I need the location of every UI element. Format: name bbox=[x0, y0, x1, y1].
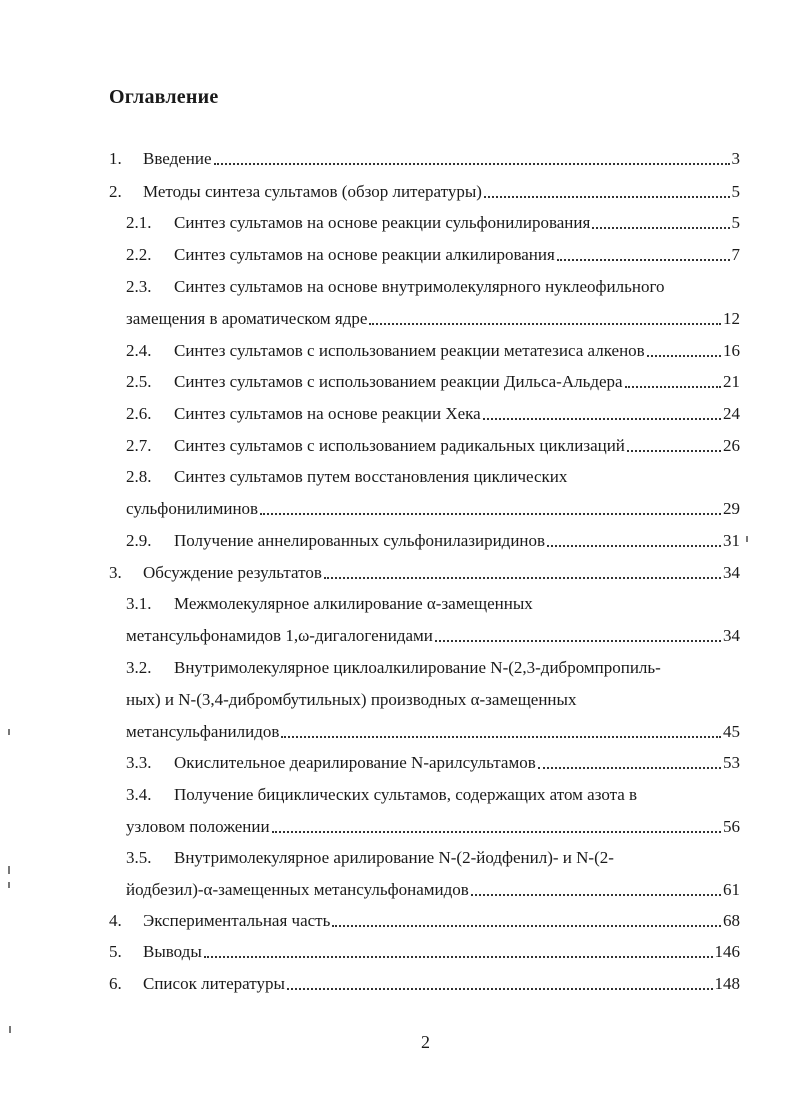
toc-entry-continuation bbox=[126, 690, 740, 710]
toc-entry-number: 3.3. bbox=[126, 753, 152, 772]
toc-entry-text: ных) и N-(3,4-дибромбутильных) производных α-замещенных bbox=[126, 690, 577, 709]
dot-leader bbox=[547, 545, 721, 547]
toc-entry-number: 2.4. bbox=[126, 341, 152, 360]
toc-entry-text: Синтез сультамов на основе реакции сульфонилирования bbox=[174, 213, 591, 232]
toc-entry bbox=[126, 404, 740, 424]
toc-entry-number: 2.1. bbox=[126, 213, 152, 232]
toc-entry-page: 26 bbox=[723, 436, 740, 455]
toc-entry-page: 45 bbox=[723, 722, 740, 741]
scan-speck bbox=[746, 536, 748, 542]
toc-entry-text: метансульфонамидов 1,ω-дигалогенидами bbox=[126, 626, 433, 645]
toc-entry-text: Получение аннелированных сульфонилазиридинов bbox=[174, 531, 546, 550]
toc-entry-text: Экспериментальная часть bbox=[143, 911, 331, 930]
dot-leader bbox=[435, 640, 721, 642]
toc-entry bbox=[126, 436, 740, 456]
dot-leader bbox=[557, 259, 730, 261]
toc-entry-number: 3.2. bbox=[126, 658, 152, 677]
toc-entry-number: 2.7. bbox=[126, 436, 152, 455]
toc-entry-text: Синтез сультамов с использованием реакции Дильса-Альдера bbox=[174, 372, 623, 391]
toc-entry-page: 16 bbox=[723, 341, 740, 360]
scan-speck bbox=[8, 882, 10, 888]
dot-leader bbox=[538, 767, 721, 769]
toc-entry bbox=[126, 594, 740, 614]
toc-entry bbox=[126, 785, 740, 805]
toc-entry-page: 31 bbox=[723, 531, 740, 550]
toc-entry-page: 5 bbox=[731, 182, 740, 201]
toc-entry-text: замещения в ароматическом ядре bbox=[126, 309, 368, 328]
toc-entry-page: 12 bbox=[723, 309, 740, 328]
toc-entry-text: Список литературы bbox=[143, 974, 285, 993]
toc-entry bbox=[109, 182, 740, 202]
toc-entry-number: 2.9. bbox=[126, 531, 152, 550]
toc-entry-page: 146 bbox=[714, 942, 740, 961]
dot-leader bbox=[592, 227, 729, 229]
toc-entry-text: йодбезил)-α-замещенных метансульфонамидов bbox=[126, 880, 469, 899]
dot-leader bbox=[471, 894, 721, 896]
toc-entry bbox=[126, 213, 740, 233]
dot-leader bbox=[332, 925, 721, 927]
toc-entry bbox=[109, 563, 740, 583]
dot-leader bbox=[204, 956, 713, 958]
toc-entry-number: 1. bbox=[109, 149, 122, 168]
toc-entry-text: Выводы bbox=[143, 942, 202, 961]
toc-entry bbox=[126, 372, 740, 392]
toc-entry-text: Синтез сультамов на основе реакции алкилирования bbox=[174, 245, 555, 264]
toc-entry-continuation bbox=[126, 722, 740, 742]
toc-entry-text: узловом положении bbox=[126, 817, 270, 836]
dot-leader bbox=[369, 323, 721, 325]
toc-entry bbox=[109, 974, 740, 994]
dot-leader bbox=[647, 355, 721, 357]
toc-entry-continuation bbox=[126, 499, 740, 519]
toc-entry-number: 5. bbox=[109, 942, 122, 961]
dot-leader bbox=[287, 988, 713, 990]
toc-entry bbox=[126, 245, 740, 265]
toc-entry-page: 148 bbox=[714, 974, 740, 993]
toc-entry-page: 68 bbox=[723, 911, 740, 930]
toc-entry-page: 3 bbox=[731, 149, 740, 168]
dot-leader bbox=[483, 418, 721, 420]
toc-entry-page: 21 bbox=[723, 372, 740, 391]
toc-entry-number: 3. bbox=[109, 563, 122, 582]
toc-entry-number: 3.5. bbox=[126, 848, 152, 867]
toc-entry-number: 3.1. bbox=[126, 594, 152, 613]
page-number: 2 bbox=[421, 1032, 430, 1052]
dot-leader bbox=[484, 196, 730, 198]
toc-entry bbox=[126, 531, 740, 551]
toc-entry-number: 3.4. bbox=[126, 785, 152, 804]
toc-entry bbox=[126, 277, 740, 297]
toc-entry-number: 2. bbox=[109, 182, 122, 201]
toc-entry bbox=[126, 341, 740, 361]
scan-speck bbox=[8, 866, 10, 874]
toc-entry-text: Обсуждение результатов bbox=[143, 563, 322, 582]
toc-entry-continuation bbox=[126, 817, 740, 837]
toc-entry-text: Введение bbox=[143, 149, 212, 168]
toc-entry-text: Синтез сультамов на основе реакции Хека bbox=[174, 404, 481, 423]
toc-entry bbox=[126, 753, 740, 773]
toc-entry-page: 34 bbox=[723, 563, 740, 582]
toc-entry bbox=[126, 467, 740, 487]
toc-entry bbox=[126, 848, 740, 868]
toc-entry-continuation bbox=[126, 880, 740, 900]
toc-entry-page: 24 bbox=[723, 404, 740, 423]
dot-leader bbox=[281, 736, 721, 738]
toc-entry-text: Синтез сультамов с использованием реакции метатезиса алкенов bbox=[174, 341, 645, 360]
toc-entry-page: 61 bbox=[723, 880, 740, 899]
dot-leader bbox=[214, 163, 730, 165]
toc-entry bbox=[109, 149, 740, 169]
toc-entry-number: 2.3. bbox=[126, 277, 152, 296]
toc-entry-continuation bbox=[126, 626, 740, 646]
toc-entry-text: Окислительное деарилирование N-арилсультамов bbox=[174, 753, 536, 772]
dot-leader bbox=[627, 450, 721, 452]
toc-title: Оглавление bbox=[109, 86, 219, 108]
toc-entry-number: 2.5. bbox=[126, 372, 152, 391]
toc-entry-page: 34 bbox=[723, 626, 740, 645]
toc-entry-text: Методы синтеза сультамов (обзор литературы) bbox=[143, 182, 482, 201]
toc-entry-text: метансульфанилидов bbox=[126, 722, 280, 741]
dot-leader bbox=[625, 386, 721, 388]
toc-entry-page: 7 bbox=[731, 245, 740, 264]
dot-leader bbox=[324, 577, 721, 579]
toc-entry-page: 29 bbox=[723, 499, 740, 518]
toc-entry-number: 2.2. bbox=[126, 245, 152, 264]
toc-entry-text: Внутримолекулярное циклоалкилирование N-(2,3-дибромпропиль- bbox=[174, 658, 661, 677]
toc-entry-text: Синтез сультамов на основе внутримолекулярного нуклеофильного bbox=[174, 277, 665, 296]
toc-entry bbox=[109, 942, 740, 962]
scan-speck bbox=[9, 1026, 11, 1033]
toc-entry-page: 53 bbox=[723, 753, 740, 772]
toc-entry-number: 4. bbox=[109, 911, 122, 930]
toc-entry-number: 2.6. bbox=[126, 404, 152, 423]
toc-entry-continuation bbox=[126, 309, 740, 329]
toc-entry-page: 5 bbox=[731, 213, 740, 232]
toc-entry-text: сульфонилиминов bbox=[126, 499, 259, 518]
toc-entry bbox=[109, 911, 740, 931]
toc-entry-text: Синтез сультамов с использованием радикальных циклизаций bbox=[174, 436, 625, 455]
toc-entry bbox=[126, 658, 740, 678]
toc-entry-text: Межмолекулярное алкилирование α-замещенных bbox=[174, 594, 533, 613]
dot-leader bbox=[272, 831, 721, 833]
toc-entry-text: Получение бициклических сультамов, содержащих атом азота в bbox=[174, 785, 638, 804]
scan-speck bbox=[8, 729, 10, 735]
dot-leader bbox=[260, 513, 721, 515]
toc-entry-text: Синтез сультамов путем восстановления циклических bbox=[174, 467, 568, 486]
toc-entry-number: 2.8. bbox=[126, 467, 152, 486]
toc-entry-number: 6. bbox=[109, 974, 122, 993]
toc-entry-page: 56 bbox=[723, 817, 740, 836]
toc-entry-text: Внутримолекулярное арилирование N-(2-йодфенил)- и N-(2- bbox=[174, 848, 614, 867]
